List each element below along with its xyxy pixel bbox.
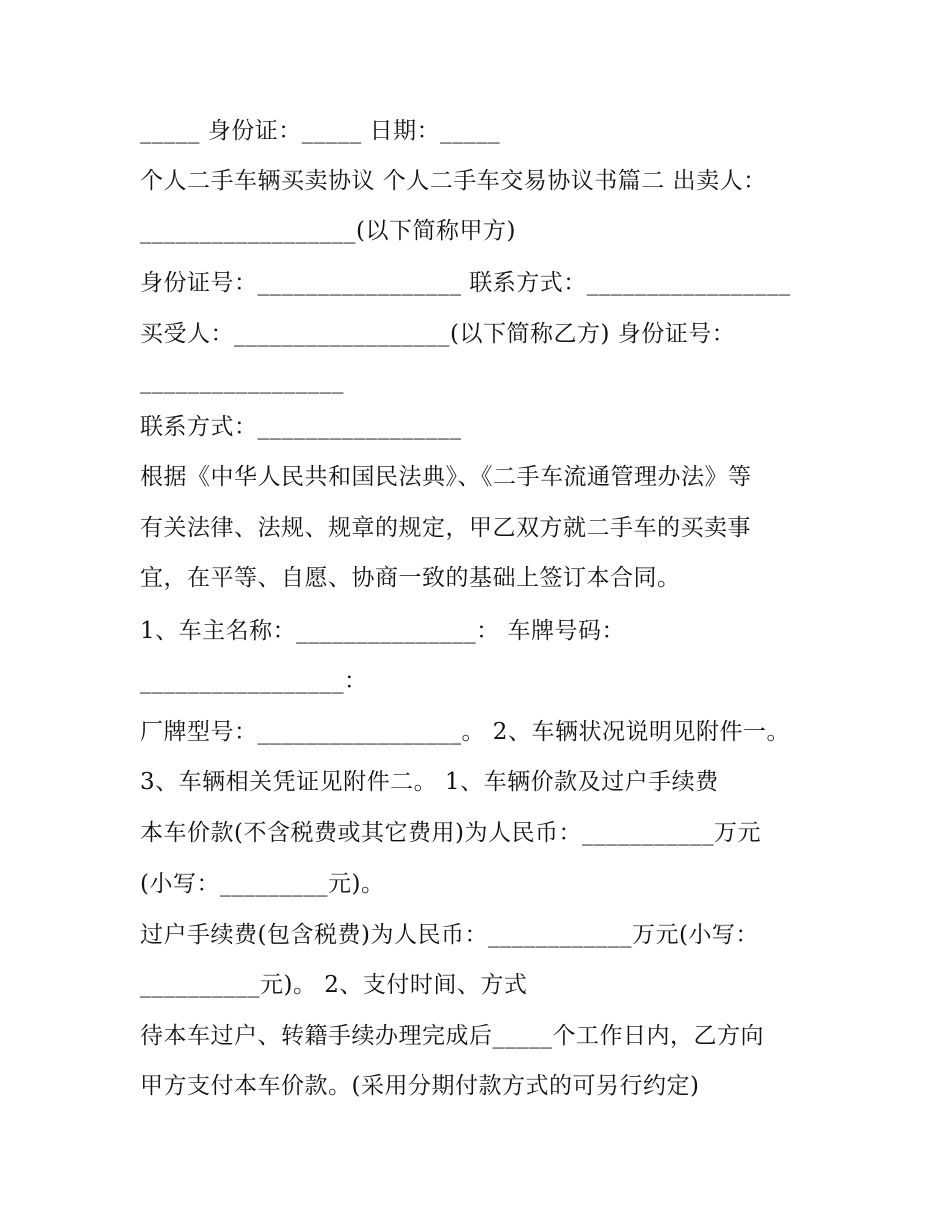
text-line: __________________(以下简称甲方) <box>140 218 516 244</box>
text-line: _________________ <box>140 368 344 394</box>
text-line: 待本车过户、转籍手续办理完成后_____个工作日内，乙方向 <box>140 1023 764 1049</box>
text-line: (小写：_________元)。 <box>140 871 385 897</box>
text-line: 有关法律、法规、规章的规定，甲乙双方就二手车的买卖事 <box>140 515 751 541</box>
text-line: _________________： <box>140 668 368 694</box>
text-line: 本车价款(不含税费或其它费用)为人民币：___________万元 <box>140 820 761 846</box>
text-line: 联系方式：_________________ <box>140 414 462 440</box>
text-line: 身份证号：_________________ 联系方式：_________________ <box>140 270 791 296</box>
text-line: __________元)。 2、支付时间、方式 <box>140 972 528 998</box>
text-line: 厂牌型号：_________________。 2、车辆状况说明见附件一。 <box>140 719 790 745</box>
text-line: 根据《中华人民共和国民法典》、《二手车流通管理办法》等 <box>140 464 752 490</box>
text-line: _____ 身份证：_____ 日期：_____ <box>140 118 501 144</box>
text-line: 1、车主名称：_______________： 车牌号码： <box>140 618 625 644</box>
text-line: 甲方支付本车价款。(采用分期付款方式的可另行约定) <box>140 1073 700 1099</box>
text-line: 个人二手车辆买卖协议 个人二手车交易协议书篇二 出卖人： <box>140 168 767 194</box>
text-line: 3、车辆相关凭证见附件二。 1、车辆价款及过户手续费 <box>140 769 719 795</box>
text-line: 宜，在平等、自愿、协商一致的基础上签订本合同。 <box>140 565 681 591</box>
text-line: 过户手续费(包含税费)为人民币：____________万元(小写： <box>140 922 759 948</box>
text-line: 买受人：__________________(以下简称乙方) 身份证号： <box>140 321 736 347</box>
